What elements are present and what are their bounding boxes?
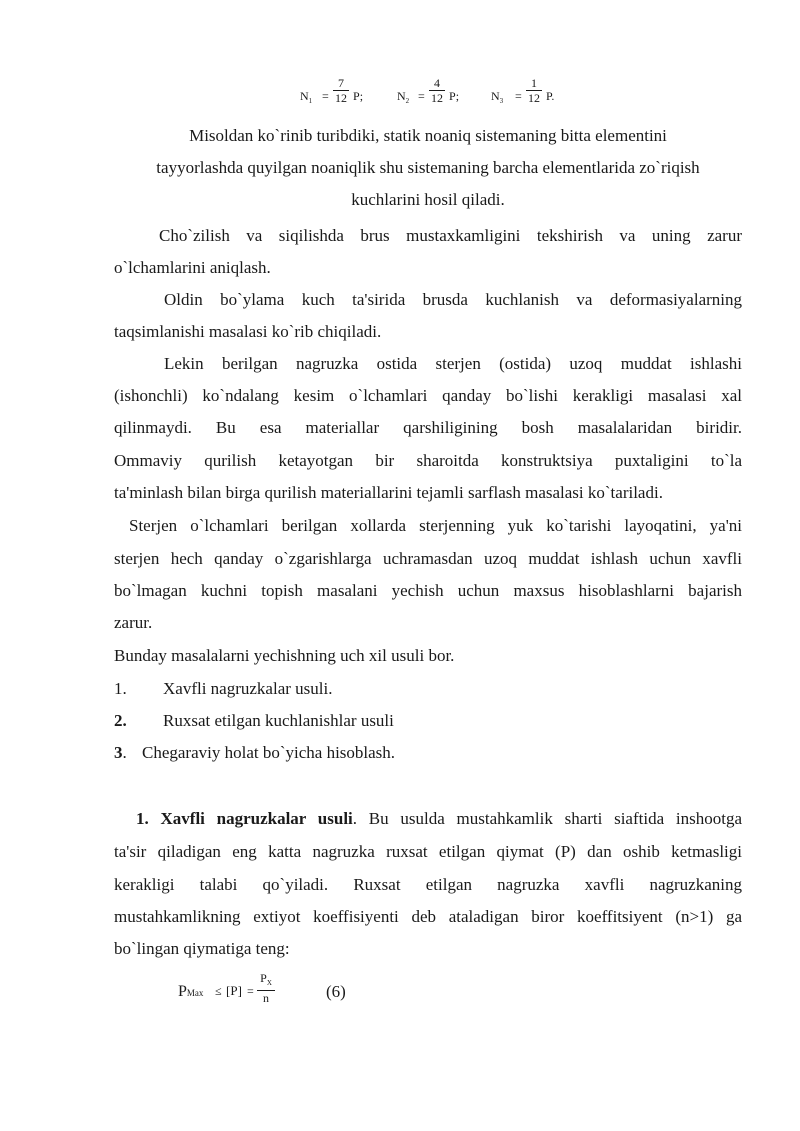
- para6-line-5: bo`lingan qiymatiga teng:: [114, 939, 290, 958]
- pmax-symbol: PMax: [178, 983, 204, 1000]
- method-label: Ruxsat etilgan kuchlanishlar usuli: [163, 711, 394, 730]
- methods-intro: Bunday masalalarni yechishning uch xil usuli bor.: [114, 646, 455, 665]
- equation-number: (6): [326, 982, 346, 1001]
- n2-var: P;: [449, 89, 460, 103]
- bottom-formula: [0, 960, 800, 1020]
- para5-line-3: bo`lmagan kuchni topish masalani yechish uchun maxsus hisoblashlarni bajarish: [114, 581, 742, 600]
- para1-line-3: kuchlarini hosil qiladi.: [351, 190, 505, 209]
- para2-line-2: o`lchamlarini aniqlash.: [114, 258, 271, 277]
- section-heading-tail: . Bu usulda mustahkamlik sharti siaftida inshootga: [352, 809, 742, 828]
- method-item-3: [114, 742, 742, 764]
- method-number: 3: [114, 743, 123, 762]
- n3-fraction: 1 12: [528, 76, 540, 105]
- method-item-2: [114, 710, 742, 732]
- le-symbol: ≤: [215, 984, 222, 998]
- method-number-dot: .: [122, 743, 127, 762]
- para5-line-2: sterjen hech qanday o`zgarishlarga uchramasdan uzoq muddat ishlash uchun xavfli: [114, 549, 742, 568]
- method-item-1: [114, 678, 742, 700]
- equals-symbol: =: [247, 984, 254, 998]
- method-number: 2.: [114, 711, 127, 730]
- n1-symbol: $N_1$: [300, 89, 313, 105]
- para4-line-1: Lekin berilgan nagruzka ostida sterjen (ostida) uzoq muddat ishlashi: [164, 354, 742, 373]
- section-heading: 1. Xavfli nagruzkalar usuli: [136, 809, 353, 828]
- method-number: 1.: [114, 679, 127, 698]
- bracket-expression: [P]: [226, 983, 242, 998]
- para4-line-2: (ishonchli) ko`ndalang kesim o`lchamlari qanday bo`lishi kerakligi masalasi xal: [114, 386, 742, 405]
- para4-line-5: ta'minlash bilan birga qurilish materiallarini tejamli sarflash masalasi ko`tariladi.: [114, 483, 663, 502]
- para6-line-1: [136, 808, 742, 830]
- para6-line-2: ta'sir qiladigan eng katta nagruzka ruxsat etilgan qiymat (P) dan oshib ketmasligi: [114, 842, 742, 861]
- para1-line-1: Misoldan ko`rinib turibdiki, statik noaniq sistemaning bitta elementini: [189, 126, 667, 145]
- para4-line-3: qilinmaydi. Bu esa materiallar qarshiligining bosh masalalaridan biridir.: [114, 418, 742, 437]
- px-over-n-fraction: $P_X$ n: [257, 972, 275, 1005]
- para4-line-4: Ommaviy qurilish ketayotgan bir sharoitda konstruktsiya puxtaligini to`la: [114, 451, 742, 470]
- method-label: Xavfli nagruzkalar usuli.: [163, 679, 333, 698]
- n3-var: P.: [546, 89, 555, 103]
- para5-line-4: zarur.: [114, 613, 153, 632]
- n2-symbol: $N_2$: [397, 89, 410, 105]
- para3-line-2: taqsimlanishi masalasi ko`rib chiqiladi.: [114, 322, 382, 341]
- n1-var: P;: [353, 89, 364, 103]
- para3-line-1: Oldin bo`ylama kuch ta'sirida brusda kuchlanish va deformasiyalarning: [164, 290, 742, 309]
- para2-line-1: Cho`zilish va siqilishda brus mustaxkamligini tekshirish va uning zarur: [159, 226, 742, 245]
- para5-line-1: Sterjen o`lchamlari berilgan xollarda sterjenning yuk ko`tarishi layoqatini, ya'ni: [129, 516, 742, 535]
- n2-fraction: 4 12: [431, 76, 443, 105]
- n1-fraction: 7 12: [335, 76, 347, 105]
- n3-symbol: $N_3$: [491, 89, 504, 105]
- n1-equals: =: [322, 89, 329, 103]
- para6-line-4: mustahkamlikning extiyot koeffisiyenti deb ataladigan biror koeffitsiyent (n>1) ga: [114, 907, 742, 926]
- para1-line-2: tayyorlashda quyilgan noaniqlik shu sistemaning barcha elementlarida zo`riqish: [156, 158, 700, 177]
- top-formula: [0, 0, 800, 120]
- method-label: Chegaraviy holat bo`yicha hisoblash.: [142, 743, 396, 762]
- n2-equals: =: [418, 89, 425, 103]
- n3-equals: =: [515, 89, 522, 103]
- para6-line-3: kerakligi talabi qo`yiladi. Ruxsat etilgan nagruzka xavfli nagruzkaning: [114, 875, 742, 894]
